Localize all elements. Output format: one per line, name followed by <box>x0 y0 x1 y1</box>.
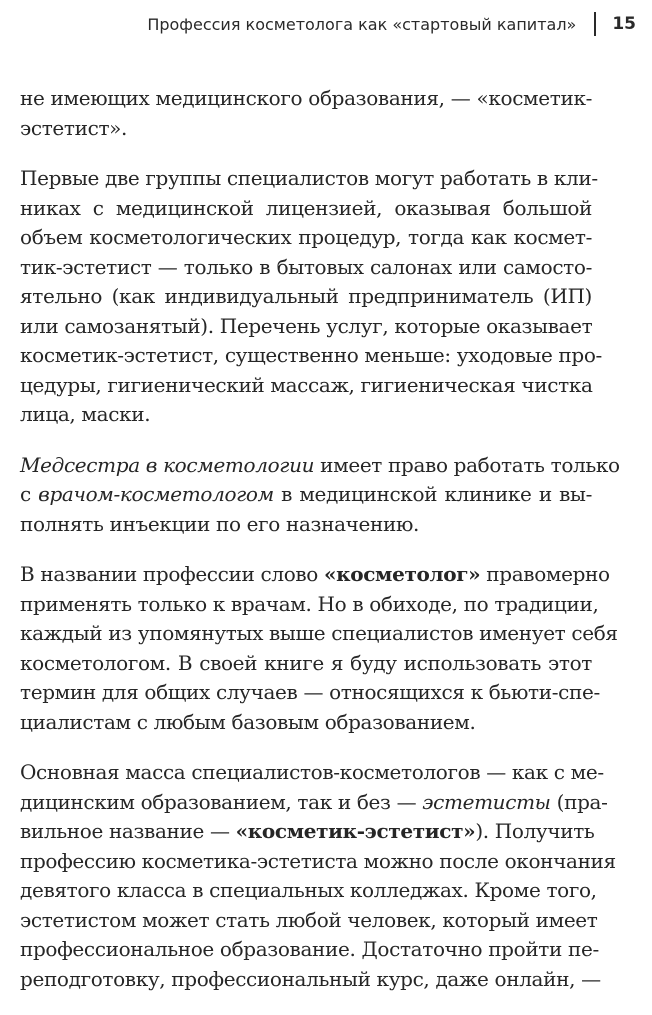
text-line <box>20 965 601 995</box>
text-run: тик-эстетист — только в бытовых салонах или самосто- <box>20 254 592 279</box>
text-run: вильное название — <box>20 819 236 843</box>
text-run: в медицинской клинике и вы- <box>273 482 593 506</box>
text-run: полнять инъекции по его назначению. <box>20 511 420 536</box>
paragraph <box>20 451 620 540</box>
text-line <box>20 194 592 224</box>
text-line <box>20 590 599 620</box>
text-run: никах с медицинской лицензией, оказывая большой <box>20 195 592 220</box>
text-line <box>20 649 592 679</box>
text-line <box>20 560 610 590</box>
paragraph <box>20 164 602 430</box>
text-line <box>20 510 592 540</box>
text-line <box>20 876 597 906</box>
text-line <box>20 223 592 253</box>
text-line <box>20 678 600 708</box>
text-line <box>20 480 592 510</box>
text-line <box>20 341 602 371</box>
text-run: дицинским образованием, так и без — <box>20 789 423 814</box>
text-run: девятого класса в специальных колледжах. Кроме того, <box>20 878 597 902</box>
text-run: с <box>20 482 39 506</box>
text-run: профессию косметика-эстетиста можно после окончания <box>20 848 616 873</box>
text-run: не имеющих медицинского образования, — «косметик- <box>20 86 592 110</box>
text-line <box>20 371 592 401</box>
text-line <box>20 282 592 312</box>
text-line <box>20 758 604 788</box>
italic-term: эстетисты <box>422 789 551 814</box>
text-run: или самозанятый). Перечень услуг, которые оказывает <box>20 313 593 338</box>
page-number: 15 <box>612 14 636 34</box>
text-run: (пра- <box>550 789 608 814</box>
bold-term: «косметик-эстетист» <box>235 819 476 843</box>
text-run: лица, маски. <box>20 402 151 426</box>
text-line <box>20 451 620 481</box>
text-run: цедуры, гигиенический массаж, гигиеническая чистка <box>20 372 593 397</box>
body-text <box>20 84 620 1015</box>
text-line <box>20 114 592 144</box>
text-run: В названии профессии слово <box>20 562 324 586</box>
text-run: имеет право работать только <box>314 452 620 477</box>
italic-term: врачом-косметологом <box>38 482 274 506</box>
running-header <box>0 8 636 40</box>
text-line <box>20 847 616 877</box>
text-run: объем косметологических процедур, тогда как космет- <box>20 225 592 249</box>
text-run: реподготовку, профессиональный курс, даже онлайн, — <box>20 966 601 991</box>
text-line <box>20 708 592 738</box>
text-run: профессиональное образование. Достаточно пройти пе- <box>20 937 599 961</box>
text-run: Первые две группы специалистов могут работать в кли- <box>20 166 598 190</box>
header-separator <box>594 12 596 36</box>
text-run: косметик-эстетист, существенно меньше: уходовые про- <box>20 343 602 367</box>
text-line <box>20 84 592 114</box>
text-run: правомерно <box>480 562 610 586</box>
text-line <box>20 935 599 965</box>
text-run: термин для общих случаев — относящихся к бьюти-спе- <box>20 680 600 704</box>
text-line <box>20 312 592 342</box>
running-title: Профессия косметолога как «стартовый капитал» <box>147 14 577 34</box>
paragraph <box>20 758 616 994</box>
text-run: применять только к врачам. Но в обиходе, по традиции, <box>20 591 599 616</box>
text-line <box>20 817 595 847</box>
bold-term: «косметолог» <box>324 562 481 586</box>
text-run: Основная масса специалистов-косметологов — как с ме- <box>20 760 604 784</box>
text-run: эстетистом может стать любой человек, который имеет <box>20 907 598 932</box>
text-run: ятельно (как индивидуальный предприниматель (ИП) <box>20 284 592 308</box>
text-line <box>20 400 592 430</box>
text-line <box>20 906 598 936</box>
paragraph <box>20 560 618 737</box>
text-run: каждый из упомянутых выше специалистов именует себя <box>20 621 618 645</box>
text-line <box>20 253 592 283</box>
text-run: косметологом. В своей книге я буду использовать этот <box>20 650 592 675</box>
text-run: циалистам с любым базовым образованием. <box>20 709 476 734</box>
text-line <box>20 619 618 649</box>
text-run: эстетист». <box>20 115 128 140</box>
text-line <box>20 788 608 818</box>
text-line <box>20 164 598 194</box>
text-run: ). Получить <box>475 819 595 843</box>
italic-term: Медсестра в косметологии <box>20 452 315 477</box>
paragraph <box>20 84 592 143</box>
